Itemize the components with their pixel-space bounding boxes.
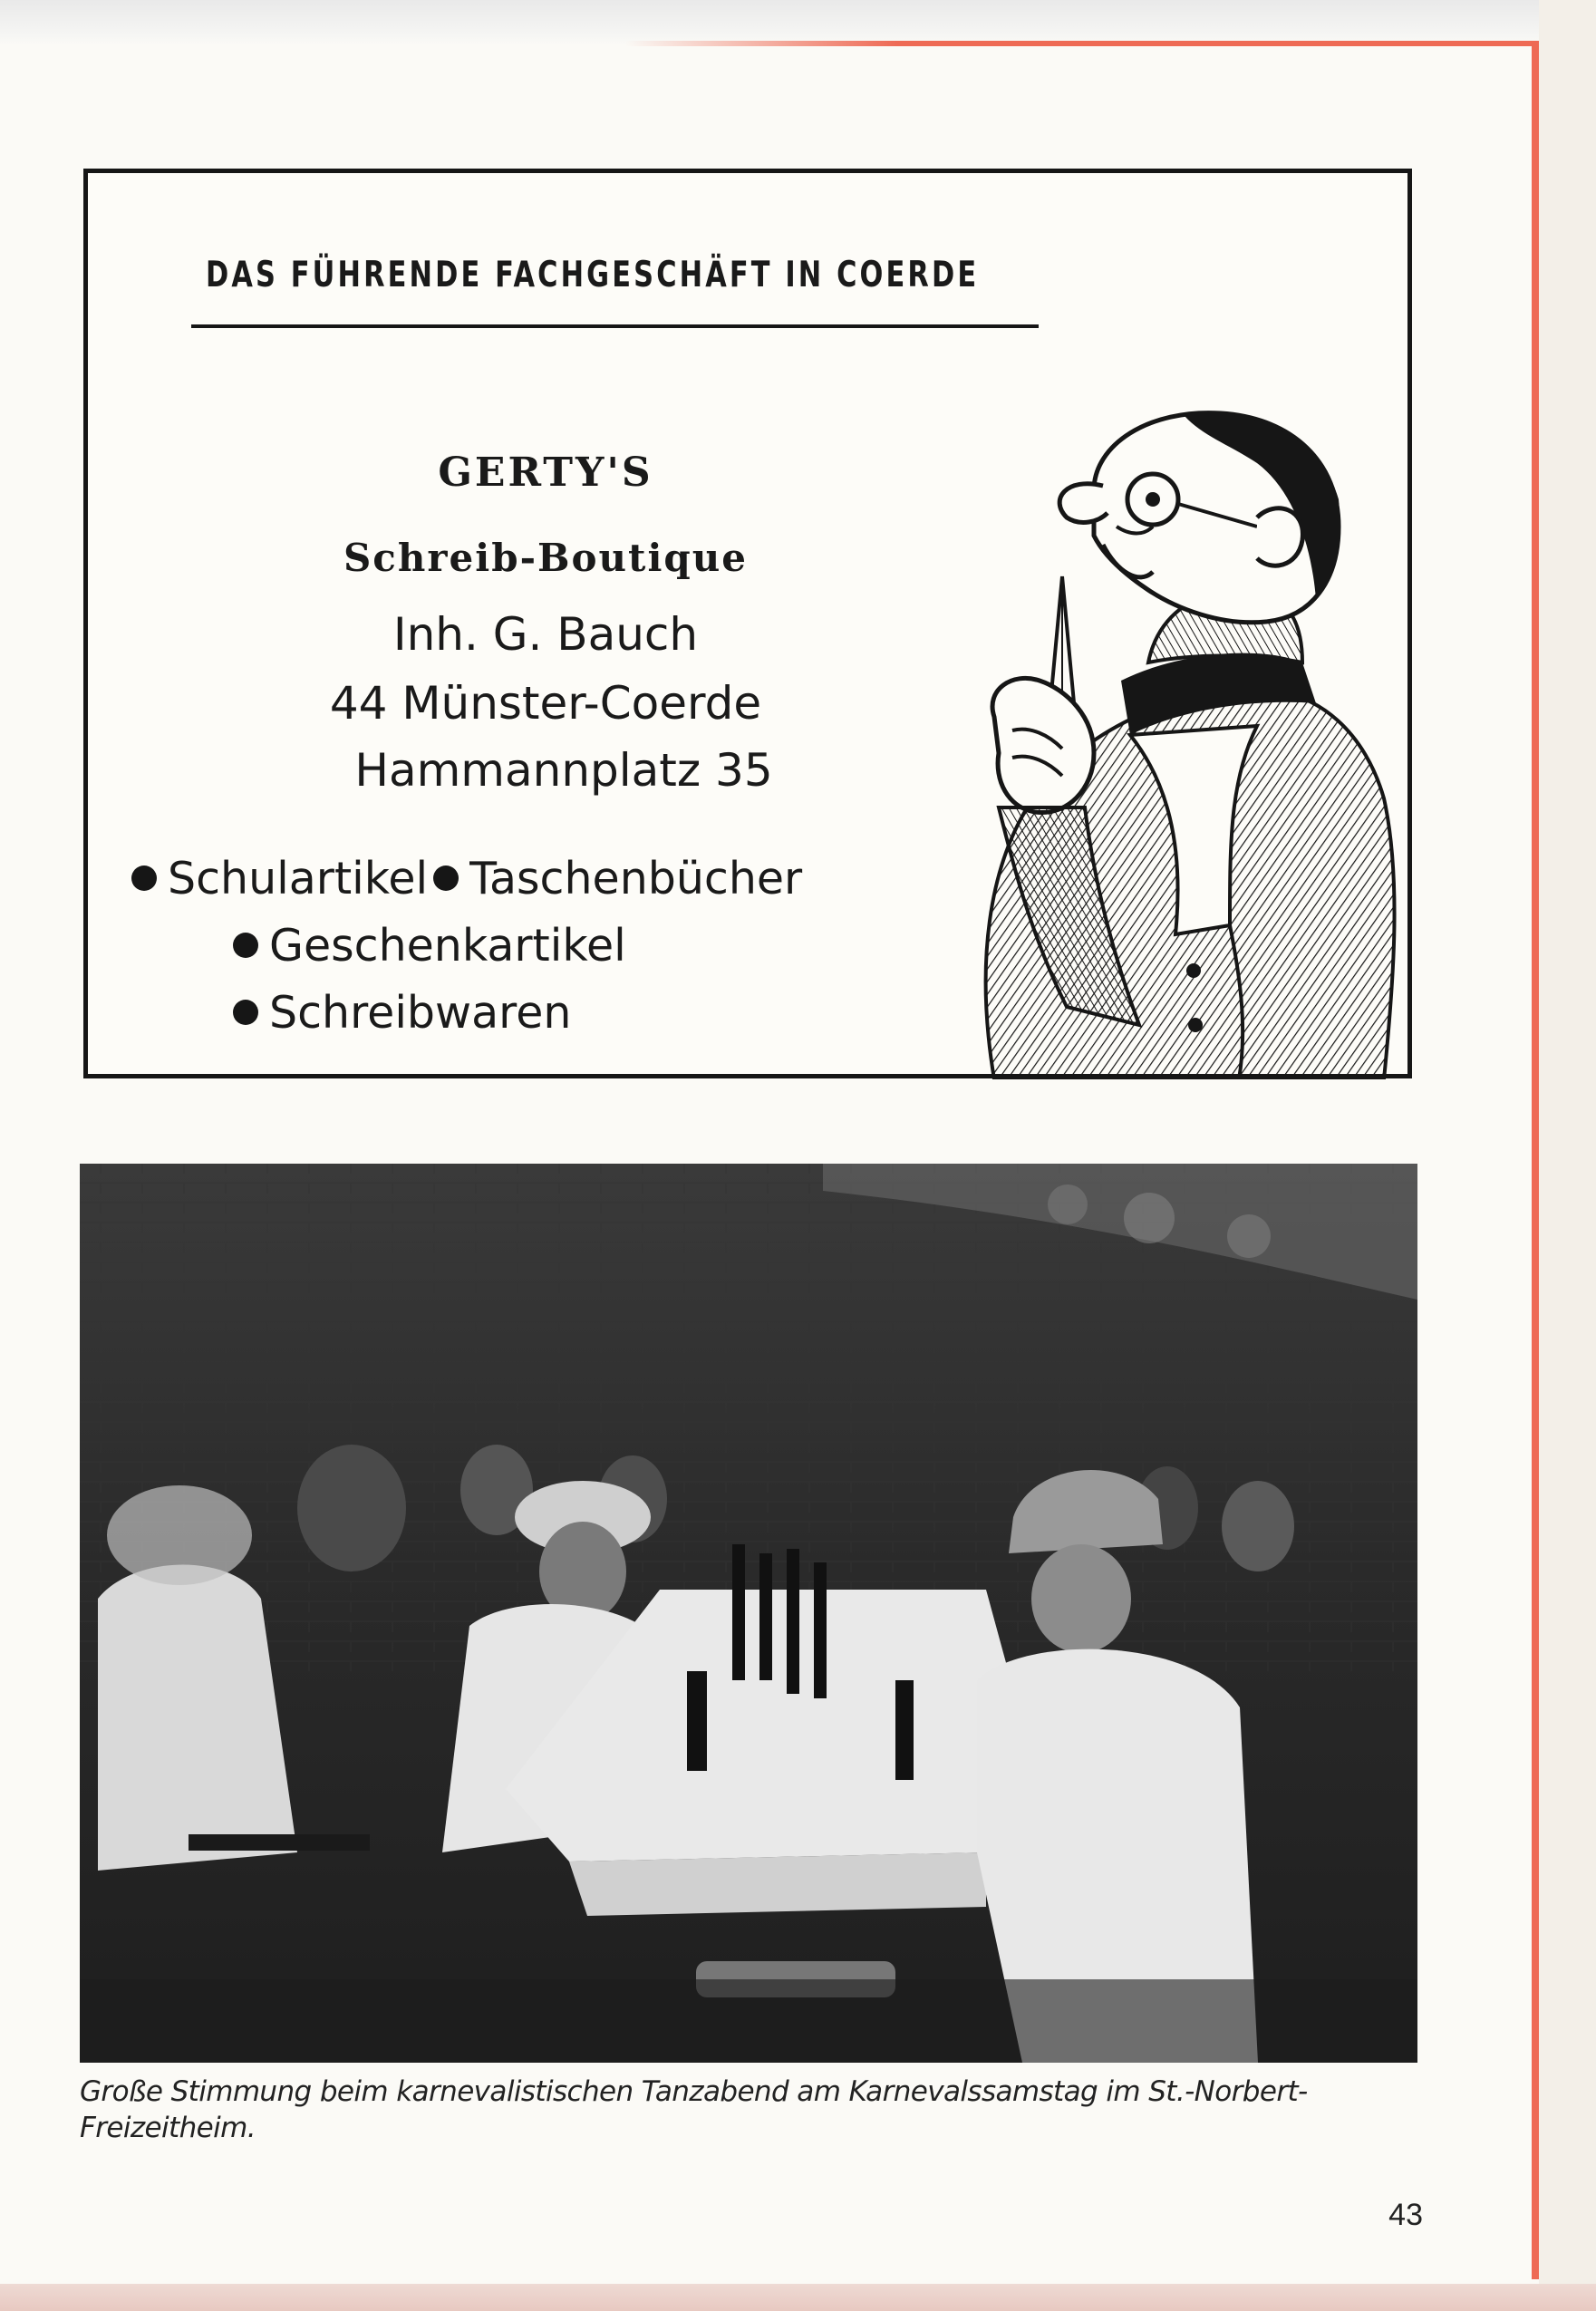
- caption-line-2: Freizeitheim.: [80, 2112, 256, 2144]
- product-item: Schreibwaren: [269, 987, 572, 1039]
- cartoon-illustration: [958, 391, 1411, 1079]
- caption-line-1: Große Stimmung beim karnevalistischen Tanzabend am Karnevalssamstag im St.-Norbert-: [80, 2075, 1308, 2108]
- scan-bottom-edge: [0, 2284, 1596, 2311]
- shop-name: GERTY'S: [438, 450, 653, 496]
- ad-heading: DAS FÜHRENDE FACHGESCHÄFT IN COERDE: [206, 255, 980, 295]
- carnival-photo: [80, 1164, 1417, 2063]
- bullet-icon: [233, 933, 258, 958]
- shop-type: Schreib-Boutique: [343, 536, 749, 580]
- product-item: Taschenbücher: [469, 853, 803, 904]
- bullet-icon: [433, 865, 459, 891]
- bullet-icon: [131, 865, 157, 891]
- shop-street: Hammannplatz 35: [354, 744, 773, 797]
- photo-caption: [80, 2074, 1439, 2146]
- bullet-icon: [233, 1000, 258, 1025]
- scan-right-margin: [1539, 0, 1596, 2311]
- product-item: Geschenkartikel: [269, 920, 626, 972]
- scan-top-shadow: [0, 0, 1596, 45]
- photo-scene: [80, 1164, 1417, 2063]
- edge-red-top: [625, 41, 1532, 46]
- product-line-2: [233, 920, 626, 972]
- page-number: 43: [1388, 2198, 1423, 2232]
- product-line-3: [233, 987, 571, 1039]
- heading-underline: [191, 324, 1039, 328]
- edge-red-right: [1532, 41, 1539, 2279]
- shop-city: 44 Münster-Coerde: [329, 677, 762, 730]
- advertisement-box: [83, 169, 1412, 1078]
- shop-owner: Inh. G. Bauch: [392, 608, 699, 661]
- product-line-1: [131, 853, 802, 904]
- product-item: Schulartikel: [168, 853, 429, 904]
